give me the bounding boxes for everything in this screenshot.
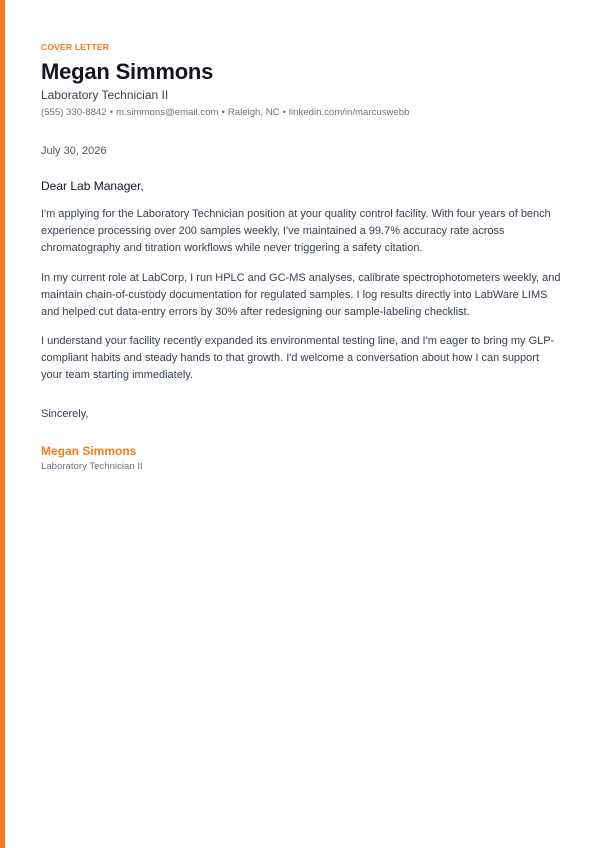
body-paragraph-2: In my current role at LabCorp, I run HPLC and GC-MS analyses, calibrate spectrophotometers weekly, and maintain chain-of-custody documentation for regulated samples. I log results directly into LabWare LIMS and helped cut data-entry errors by 30% after redesigning our sample-labeling checklist. bbox=[41, 272, 561, 318]
separator: • bbox=[109, 107, 113, 118]
applicant-role: Laboratory Technician II bbox=[41, 88, 169, 102]
closing: Sincerely, bbox=[41, 408, 89, 420]
contact-line bbox=[41, 107, 409, 118]
salutation: Dear Lab Manager, bbox=[41, 179, 144, 193]
document-label: COVER LETTER bbox=[41, 42, 110, 52]
body-paragraph-1: I'm applying for the Laboratory Technician position at your quality control facility. With four years of bench experience processing over 200 samples weekly, I've maintained a 99.7% accuracy rate across chromatography and titration workflows while never triggering a safety citation. bbox=[41, 208, 551, 254]
letter-date: July 30, 2026 bbox=[41, 145, 107, 157]
contact-linkedin: linkedin.com/in/marcuswebb bbox=[288, 107, 410, 118]
contact-email: m.simmons@email.com bbox=[115, 107, 219, 118]
body-paragraph-3: I understand your facility recently expanded its environmental testing line, and I'm eager to bring my GLP-compliant habits and steady hands to that growth. I'd welcome a conversation about how I can support your team starting immediately. bbox=[41, 335, 555, 381]
signature-role: Laboratory Technician II bbox=[41, 461, 143, 472]
applicant-name: Megan Simmons bbox=[41, 59, 214, 84]
contact-location: Raleigh, NC bbox=[227, 107, 280, 118]
separator: • bbox=[282, 107, 286, 118]
accent-bar bbox=[0, 0, 5, 848]
signature-name: Megan Simmons bbox=[41, 444, 137, 458]
separator: • bbox=[221, 107, 225, 118]
contact-phone: (555) 330-8842 bbox=[41, 107, 107, 118]
